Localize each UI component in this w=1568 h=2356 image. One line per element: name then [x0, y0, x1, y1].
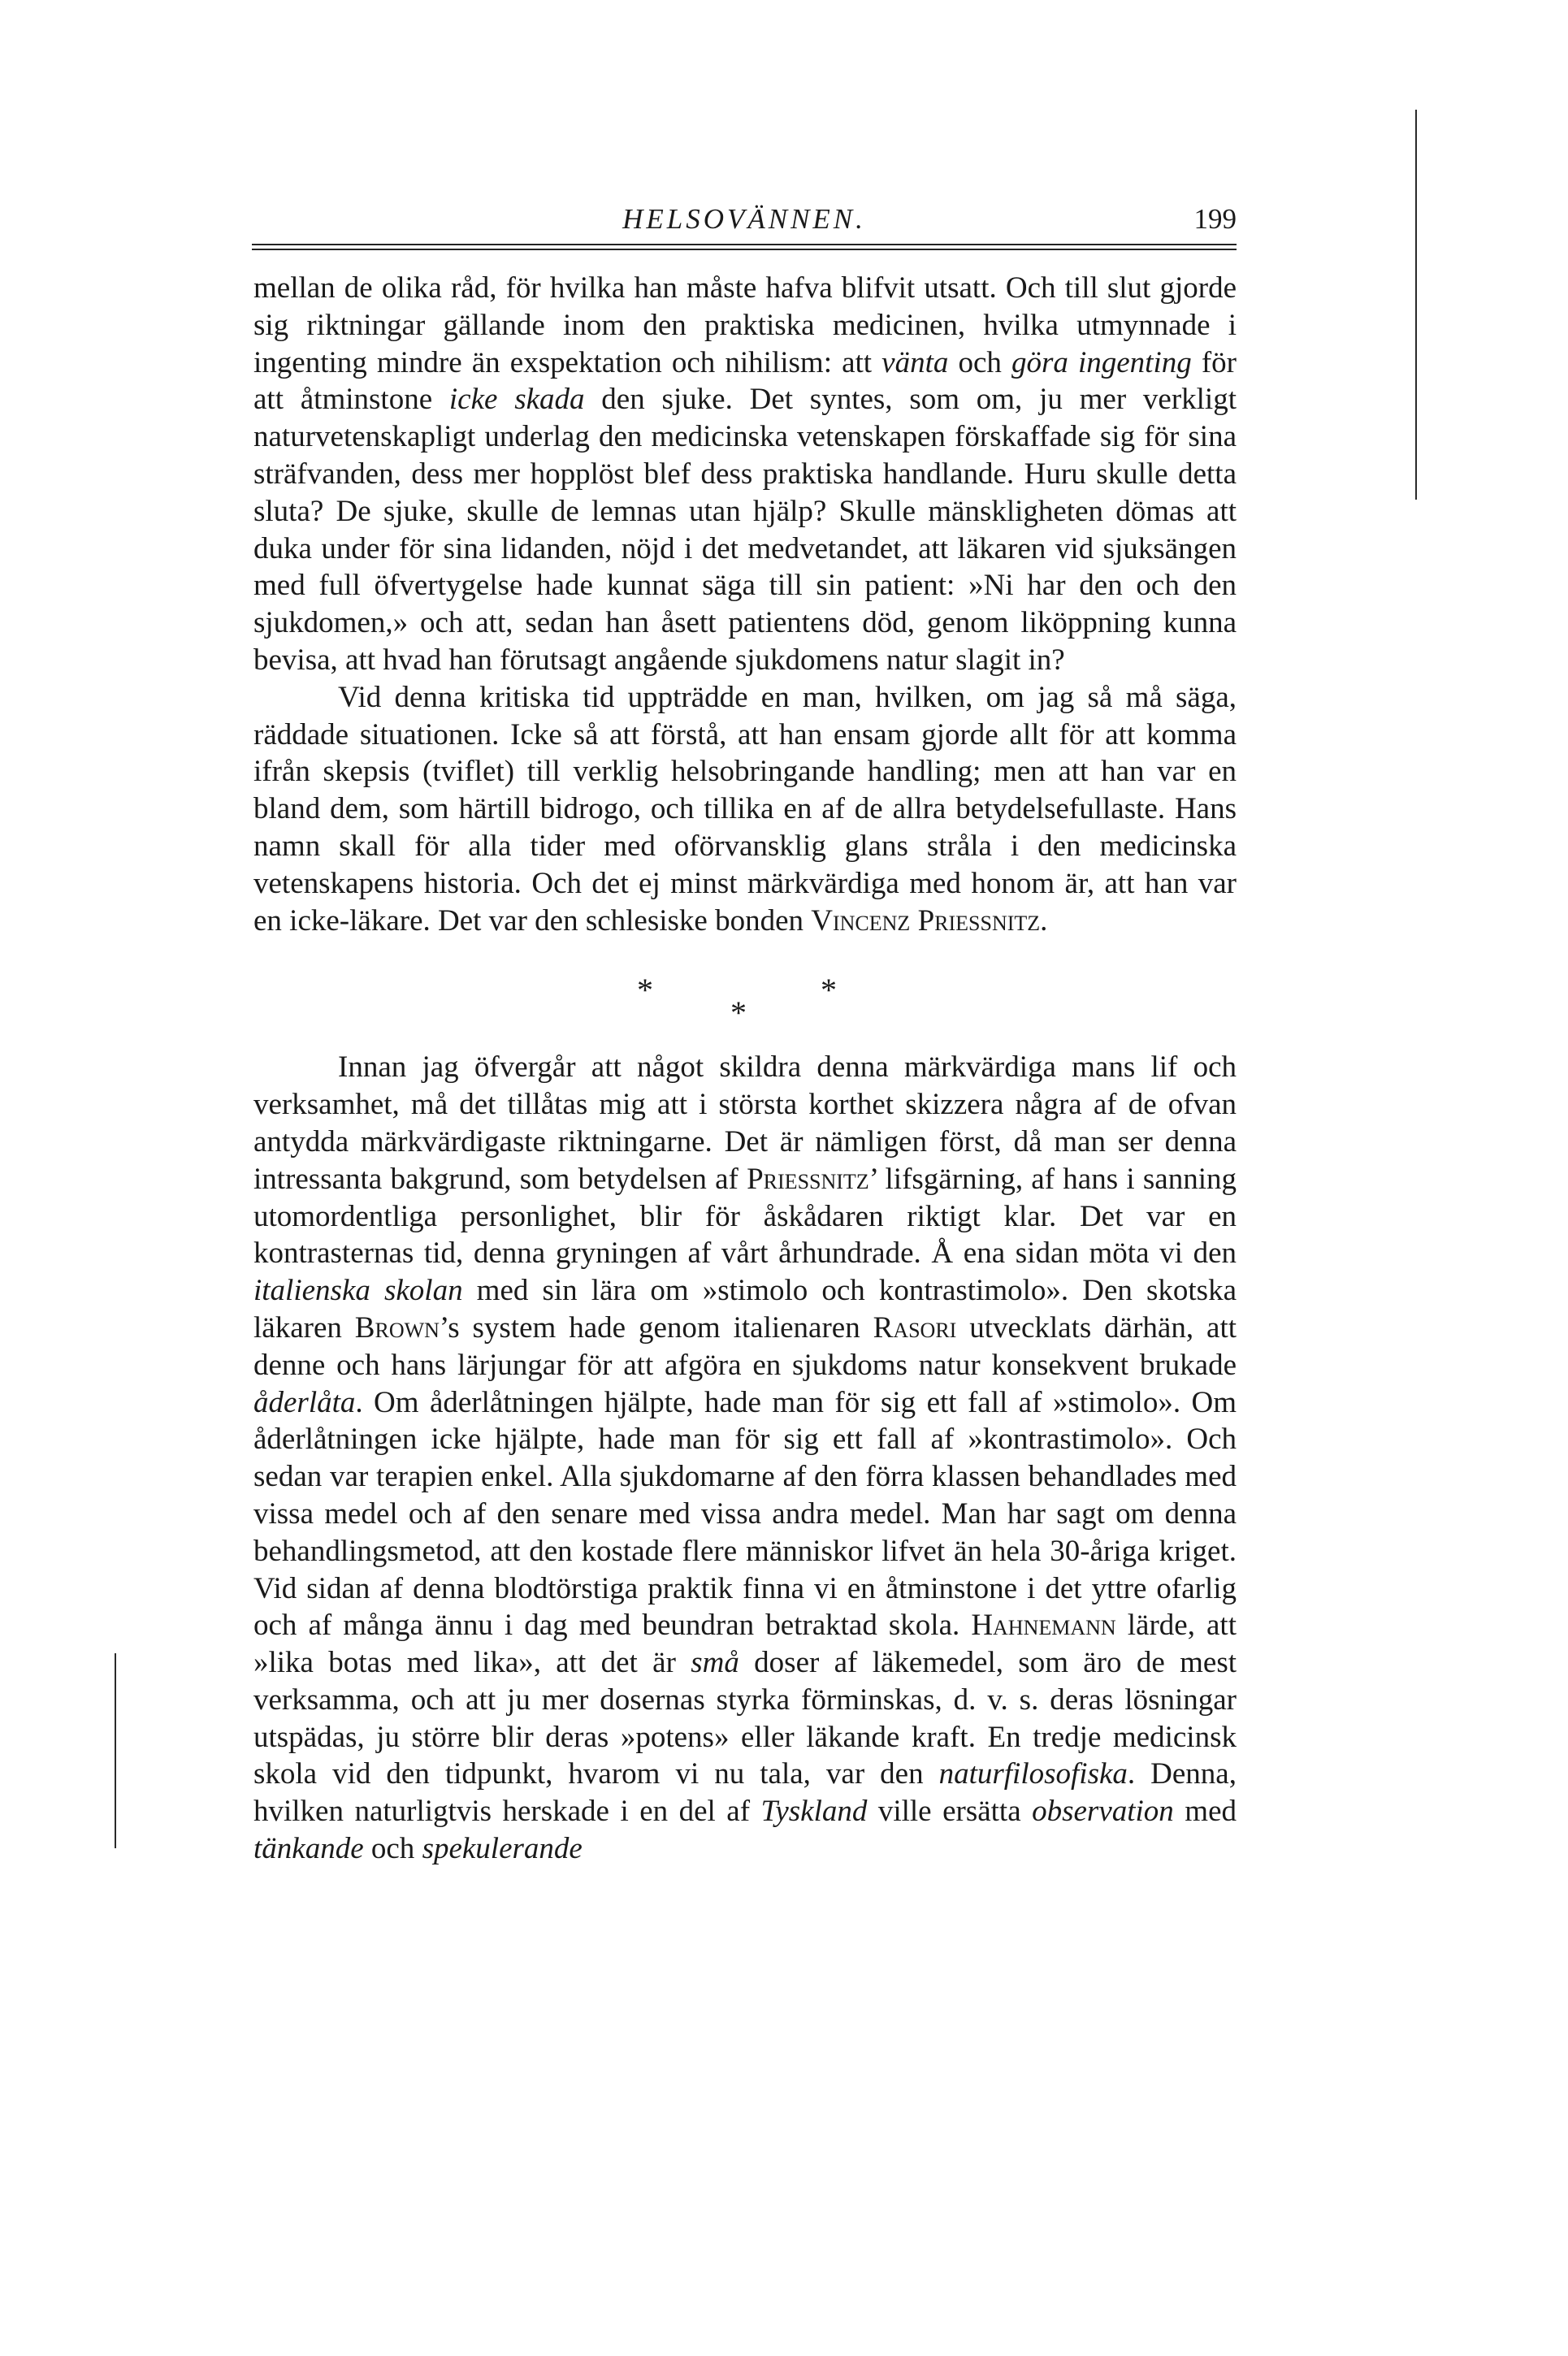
text-run: ’s system hade genom italienaren — [439, 1310, 873, 1345]
text-run: . — [1040, 903, 1048, 938]
page-header — [252, 195, 1237, 244]
emphasis: göra ingenting — [1011, 345, 1192, 379]
emphasis: åderlåta — [253, 1385, 356, 1419]
text-run: . Denna, hvilken naturligtvis herskade i en del af — [253, 1757, 1237, 1829]
page-number: 199 — [1193, 203, 1237, 235]
header-rule — [252, 249, 1237, 250]
emphasis: små — [691, 1646, 739, 1680]
page-edge-line — [115, 1653, 116, 1848]
person-name: Brown — [354, 1310, 440, 1345]
body-text — [253, 270, 1237, 1868]
text-run: utvecklats därhän, att denne och hans lärjungar för att afgöra en sjukdoms natur konsekvent brukade — [253, 1310, 1237, 1382]
paragraph — [253, 1049, 1237, 1868]
running-title: HELSOVÄNNEN. — [622, 203, 866, 235]
text-run: Innan jag öfvergår att något skildra denna märkvärdiga mans lif och verksamhet, må det tillåtas mig att i största korthet skizzera några af de ofvan antydda märkvärdigaste riktningarne. Det är nämligen först, då man ser denna intressanta bakgrund, som betydelsen af — [253, 1050, 1237, 1196]
emphasis: Tyskland — [760, 1795, 868, 1829]
text-run: . Om åderlåtningen hjälpte, hade man för sig ett fall af »stimolo». Om åderlåtningen icke hjälpte, hade man för sig ett fall af »kontrastimolo». Och sedan var terapien enkel. Alla sjukdomarne af den förra klassen behandlades med vissa medel och af den senare med vissa andra medel. Man har sagt om denna behandlingsmetod, att den kostade flere människor lifvet än hela 30-åriga kriget. Vid sidan af denna blodtörstiga praktik finna vi en åtminstone i det yttre ofarlig och af många ännu i dag med beundran betraktad skola. — [253, 1385, 1237, 1643]
text-run: för att åtminstone — [253, 345, 1237, 417]
emphasis: tänkande — [253, 1832, 364, 1866]
paragraph — [253, 270, 1237, 679]
text-run: Vid denna kritiska tid uppträdde en man, hvilken, om jag så må säga, räddade situationen. Icke så att förstå, att han ensam gjorde allt för att komma ifrån skepsis (tviflet) till verklig helsobringande handling; men att han var en bland dem, som härtill bidrogo, och tillika en af de allra betydelsefullaste. Hans namn skall för alla tider med oförvansklig glans stråla i den medicinska vetenskapens historia. Och det ej minst märkvärdiga med honom är, att han var en icke-läkare. Det var den schlesiske bonden — [253, 680, 1237, 938]
text-run: med — [1173, 1795, 1237, 1829]
text-run: ville ersätta — [867, 1795, 1033, 1829]
text-run: med sin lära om »stimolo och kontrastimolo». Den skotska läkaren — [253, 1274, 1237, 1345]
text-run: och — [363, 1832, 422, 1866]
page-edge-line — [1415, 110, 1417, 500]
emphasis: observation — [1032, 1795, 1174, 1829]
text-run: ’ lifsgärning, af hans i sanning utomordentliga personlighet, blir för åskådaren riktigt klar. Det var en kontrasternas tid, denna gryningen af vårt århundrade. Å ena sidan möta vi den — [253, 1162, 1237, 1271]
asterisk: * — [637, 972, 653, 1009]
emphasis: spekulerande — [422, 1832, 583, 1866]
emphasis: italienska skolan — [253, 1274, 463, 1308]
text-run: doser af läkemedel, som äro de mest verksamma, och att ju mer dosernas styrka förminskas, d. v. s. deras lösningar utspädas, ju större blir deras »potens» eller läkande kraft. En tredje medicinsk skola vid den tidpunkt, hvarom vi nu tala, var den — [253, 1646, 1237, 1791]
person-name: Priessnitz — [747, 1162, 869, 1196]
text-run: mellan de olika råd, för hvilka han måste hafva blifvit utsatt. Och till slut gjorde sig riktningar gällande inom den praktiska medicinen, hvilka utmynnade i ingenting mindre än exspektation och nihilism: att — [253, 271, 1237, 379]
text-run: den sjuke. Det syntes, som om, ju mer verkligt naturvetenskapligt underlag den medicinska vetenskapen förskaffade sig för sina sträfvanden, dess mer hopplöst blef dess praktiska handlande. Huru skulle detta sluta? De sjuke, skulle de lemnas utan hjälp? Skulle mänskligheten dömas att duka under för sina lidanden, nöjd i det medvetandet, att läkaren vid sjuksängen med full öfvertygelse hade kunnat säga till sin patient: »Ni har den och den sjukdomen,» och att, sedan han åsett patientens död, genom liköppning kunna bevisa, att hvad han förutsagt angående sjukdomens natur slagit in? — [253, 383, 1237, 677]
paragraph — [253, 679, 1237, 940]
asterisk: * — [730, 994, 747, 1032]
person-name: Hahnemann — [971, 1609, 1116, 1643]
person-name: Rasori — [873, 1310, 957, 1345]
text-run: och — [948, 345, 1011, 379]
section-separator — [253, 939, 1237, 1049]
person-name: Vincenz Priessnitz — [811, 903, 1041, 938]
text-run: lärde, att »lika botas med lika», att det är — [253, 1609, 1237, 1680]
header-rule — [252, 244, 1237, 245]
emphasis: vänta — [881, 345, 949, 379]
asterisk: * — [821, 972, 837, 1009]
emphasis: naturfilosofiska — [938, 1757, 1128, 1791]
emphasis: icke skada — [448, 383, 585, 417]
